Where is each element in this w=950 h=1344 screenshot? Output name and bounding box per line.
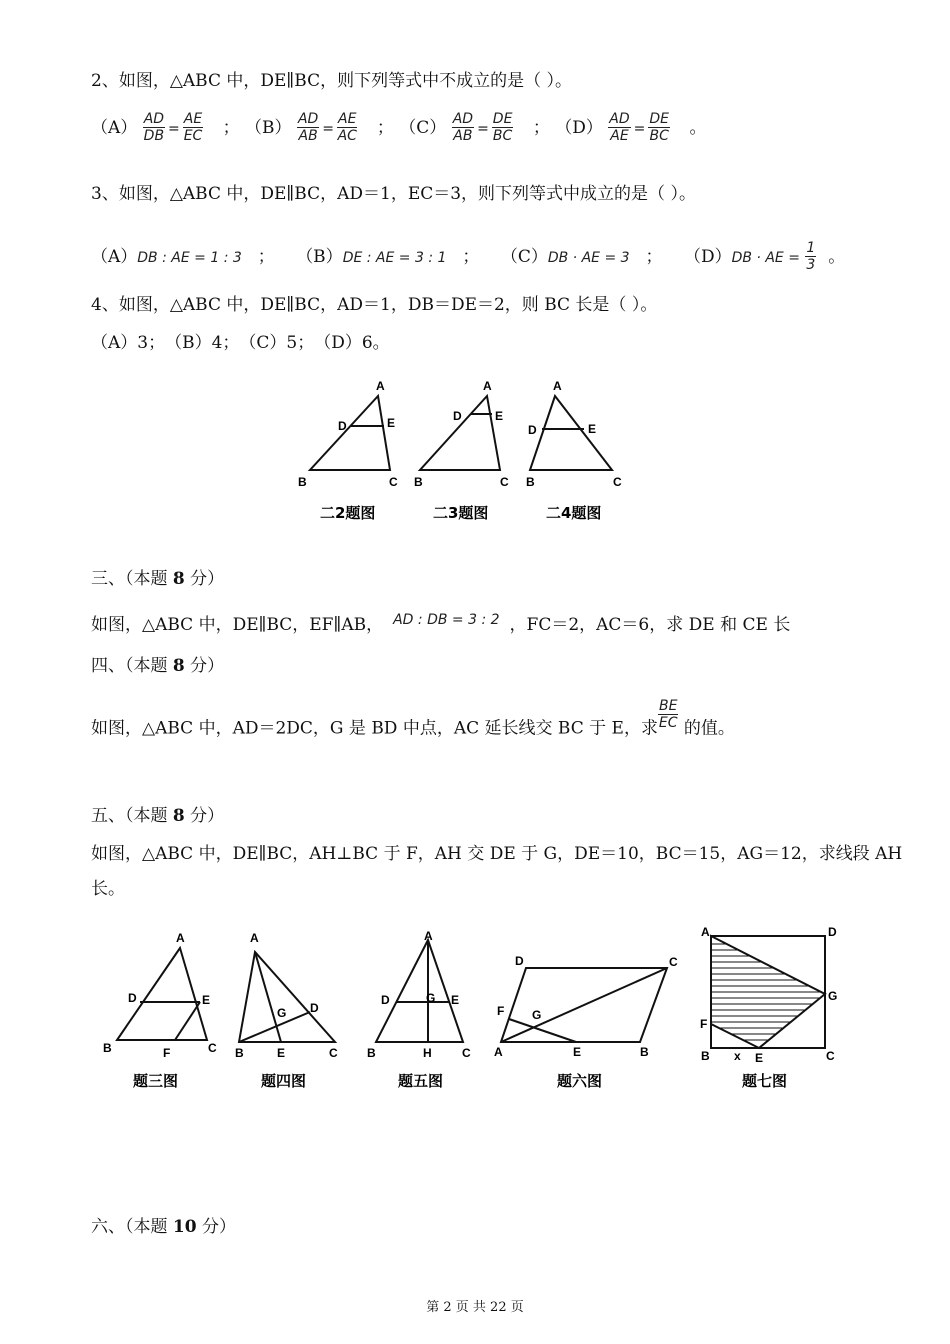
label-b: B xyxy=(526,475,535,489)
q2-options xyxy=(91,111,706,145)
section-4-heading: 四、（本题 8 分） xyxy=(91,656,225,676)
q2-option-d: （D） $\frac{AD}{AE}$ = $\frac{DE}{BC}$ 。 xyxy=(555,111,707,144)
label-b: B xyxy=(103,1041,112,1055)
label-g: G xyxy=(532,1008,542,1022)
q4-stem: 4、如图，△ABC 中，DE∥BC，AD＝1，DB＝DE＝2，则 BC 长是（ ）。 xyxy=(91,295,658,315)
caption-fig-s7: 题七图 xyxy=(742,1072,788,1090)
triangle-s5 xyxy=(376,940,463,1042)
label-g: G xyxy=(828,989,838,1003)
label-b: B xyxy=(701,1049,710,1063)
fraction: $\frac{AE}{AC}$ xyxy=(337,111,357,144)
label-c: C xyxy=(500,475,509,489)
label-c: C xyxy=(208,1041,217,1055)
caption-fig-q3: 二3题图 xyxy=(433,504,489,522)
label-h: H xyxy=(423,1046,432,1060)
figure-row-2 xyxy=(95,922,855,1097)
label-b: B xyxy=(414,475,423,489)
label-a: A xyxy=(424,929,433,943)
label-g: G xyxy=(426,991,436,1005)
caption-fig-s4: 题四图 xyxy=(261,1072,307,1090)
label-e: E xyxy=(573,1045,582,1059)
q3-option-c: （C）DB · AE = 3 ； xyxy=(500,246,663,267)
label-c: C xyxy=(329,1046,338,1060)
triangle-s4 xyxy=(239,952,335,1042)
label-f: F xyxy=(700,1017,708,1031)
label-e: E xyxy=(202,993,211,1007)
label-g: G xyxy=(277,1006,287,1020)
label-x: x xyxy=(734,1049,741,1063)
label-b: B xyxy=(640,1045,649,1059)
triangle-q3 xyxy=(420,396,500,470)
label-e: E xyxy=(755,1051,764,1065)
label-b: B xyxy=(298,475,307,489)
label-c: C xyxy=(669,955,678,969)
fraction: $\frac{AD}{AB}$ xyxy=(452,111,474,144)
label-a: A xyxy=(494,1045,503,1059)
label-d: D xyxy=(310,1001,319,1015)
fraction: $\frac{AD}{AE}$ xyxy=(609,111,630,144)
label-c: C xyxy=(826,1049,835,1063)
label-a: A xyxy=(553,379,562,393)
caption-fig-s6: 题六图 xyxy=(557,1072,603,1090)
label-b: B xyxy=(235,1046,244,1060)
section-4-problem: 如图，△ABC 中，AD＝2DC，G 是 BD 中点，AC 延长线交 BC 于 E，求 $\frac{BE}{EC}$ 的值。 xyxy=(91,698,735,739)
q3-stem: 3、如图，△ABC 中，DE∥BC，AD＝1，EC＝3，则下列等式中成立的是（ ）。 xyxy=(91,184,696,204)
fraction: $\frac{DE}{BC}$ xyxy=(649,111,670,144)
option-tag: （C） xyxy=(399,117,447,138)
option-tag: （B） xyxy=(245,117,292,138)
label-a: A xyxy=(250,931,259,945)
fraction: $\frac{BE}{EC}$ xyxy=(658,698,678,731)
figure-row-1 xyxy=(290,372,640,532)
label-a: A xyxy=(376,379,385,393)
label-d: D xyxy=(528,423,537,437)
label-a: A xyxy=(176,931,185,945)
section-5-problem-line2: 长。 xyxy=(91,879,125,899)
label-f: F xyxy=(163,1046,171,1060)
q2-stem: 2、如图，△ABC 中，DE∥BC，则下列等式中不成立的是（ ）。 xyxy=(91,71,572,91)
fraction: $\frac{AE}{EC}$ xyxy=(183,111,203,144)
triangle-q2 xyxy=(310,396,390,470)
q2-option-c: （C） $\frac{AD}{AB}$ = $\frac{DE}{BC}$ ； xyxy=(399,111,550,144)
caption-fig-s3: 题三图 xyxy=(133,1072,179,1090)
option-tag: （D） xyxy=(555,117,603,138)
caption-fig-s5: 题五图 xyxy=(398,1072,444,1090)
label-a: A xyxy=(701,925,710,939)
q4-options: （A）3； （B）4； （C）5； （D）6。 xyxy=(91,333,390,353)
q3-options xyxy=(91,240,845,274)
label-c: C xyxy=(389,475,398,489)
label-d: D xyxy=(453,409,462,423)
label-c: C xyxy=(613,475,622,489)
label-e: E xyxy=(588,422,597,436)
label-e: E xyxy=(495,409,504,423)
section-5-problem-line1: 如图，△ABC 中，DE∥BC，AH⊥BC 于 F，AH 交 DE 于 G，DE＝10，BC＝15，AG＝12，求线段 AH xyxy=(91,844,903,864)
label-d: D xyxy=(381,993,390,1007)
option-tag: （A） xyxy=(91,117,138,138)
triangle-q4 xyxy=(530,396,612,470)
label-d: D xyxy=(515,954,524,968)
section-6-heading: 六、（本题 10 分） xyxy=(91,1217,236,1237)
label-f: F xyxy=(497,1004,505,1018)
page-footer: 第 2 页 共 22 页 xyxy=(426,1300,524,1315)
fraction: $\frac{DE}{BC}$ xyxy=(492,111,513,144)
fraction: $\frac{AD}{DB}$ xyxy=(143,111,165,144)
q3-option-d: （D）DB · AE = $\frac{1}{3}$ 。 xyxy=(683,240,846,273)
section-5-heading: 五、（本题 8 分） xyxy=(91,806,225,826)
segment-ac-s6 xyxy=(501,968,667,1042)
fraction: $\frac{1}{3}$ xyxy=(806,240,816,273)
caption-fig-q4: 二4题图 xyxy=(546,504,602,522)
section-3-heading: 三、（本题 8 分） xyxy=(91,569,225,589)
caption-fig-q2: 二2题图 xyxy=(320,504,376,522)
section-3-problem: 如图，△ABC 中，DE∥BC，EF∥AB， $^{AD : DB = 3 : 2}$ ，FC＝2，AC＝6，求 DE 和 CE 长 xyxy=(91,612,791,635)
q3-option-a: （A）DB : AE = 1 : 3 ； xyxy=(91,246,275,267)
shaded-region-s7 xyxy=(705,944,838,1040)
label-b: B xyxy=(367,1046,376,1060)
q2-option-a: （A） $\frac{AD}{DB}$ = $\frac{AE}{EC}$ ； xyxy=(91,111,240,144)
label-e: E xyxy=(277,1046,286,1060)
q3-option-b: （B）DE : AE = 3 : 1 ； xyxy=(296,246,480,267)
label-e: E xyxy=(451,993,460,1007)
label-e: E xyxy=(387,416,396,430)
label-d: D xyxy=(338,419,347,433)
label-d: D xyxy=(828,925,837,939)
label-d: D xyxy=(128,991,137,1005)
segment-ef-s3 xyxy=(175,1002,200,1040)
q2-option-b: （B） $\frac{AD}{AB}$ = $\frac{AE}{AC}$ ； xyxy=(245,111,394,144)
label-a: A xyxy=(483,379,492,393)
ratio-expression: AD : DB = 3 : 2 xyxy=(393,612,500,628)
fraction: $\frac{AD}{AB}$ xyxy=(297,111,319,144)
label-c: C xyxy=(462,1046,471,1060)
